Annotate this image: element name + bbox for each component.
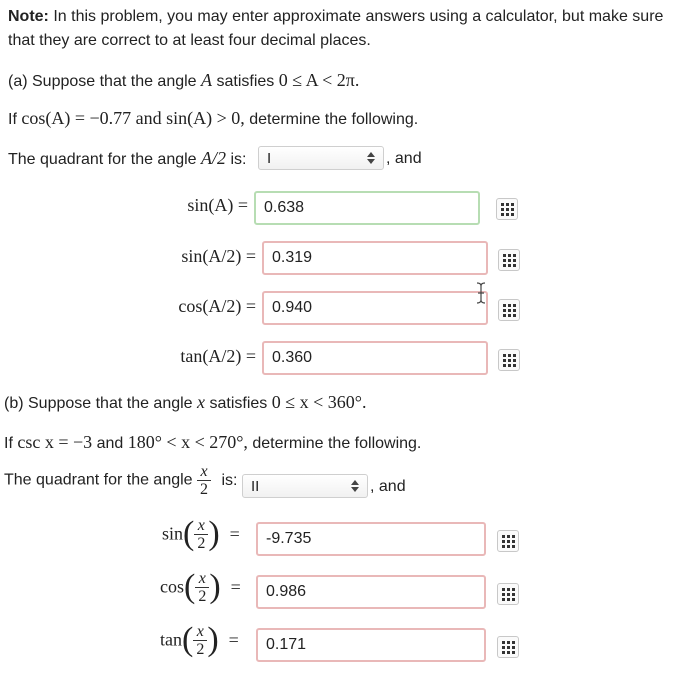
- grid-dot: [513, 304, 516, 307]
- fraction-numerator: x: [200, 463, 208, 480]
- updown-arrows-icon: [367, 150, 375, 166]
- right-paren: ): [207, 621, 219, 658]
- fraction-denominator: 2: [197, 534, 206, 552]
- part-a-quadrant-prefix: The quadrant for the angle: [8, 151, 202, 168]
- fn-name: sin: [162, 523, 184, 544]
- grid-dot: [502, 535, 505, 538]
- left-paren: (: [183, 515, 195, 552]
- grid-dot: [513, 264, 516, 267]
- part-a-intro: (a) Suppose that the angle A satisfies 0 ≤ A < 2π.: [8, 70, 360, 90]
- grid-dot: [512, 651, 515, 654]
- note-label: Note:: [8, 8, 49, 25]
- part-b-input-tan[interactable]: [256, 628, 486, 662]
- grid-dot: [503, 364, 506, 367]
- part-b-intro-math: 0 ≤ x < 360°.: [271, 392, 367, 412]
- fraction-denominator: 2: [200, 481, 209, 498]
- fraction-numerator: x: [197, 516, 205, 534]
- grid-menu-icon[interactable]: [497, 583, 519, 605]
- note-text: In this problem, you may enter approximate answers using a calculator, but make sure: [48, 8, 664, 25]
- grid-dot: [506, 213, 509, 216]
- grid-dot: [502, 593, 505, 596]
- grid-dot: [502, 641, 505, 644]
- equals-sign: =: [230, 576, 241, 597]
- equals-sign: =: [229, 523, 240, 544]
- right-paren: ): [208, 515, 220, 552]
- part-a-value-cos-a2: 0.940: [272, 299, 313, 316]
- part-a-label-sin-a: sin(A) =: [187, 195, 248, 215]
- grid-dot: [507, 593, 510, 596]
- grid-dot: [502, 646, 505, 649]
- grid-menu-icon[interactable]: [496, 198, 518, 220]
- part-b-label-tan: [160, 623, 239, 657]
- grid-dot: [503, 254, 506, 257]
- part-a-given-suffix: determine the following.: [244, 111, 419, 128]
- note-line-1: [8, 8, 663, 26]
- grid-dot: [512, 593, 515, 596]
- grid-dot: [502, 651, 505, 654]
- grid-dot: [508, 364, 511, 367]
- part-b-label-sin: [162, 517, 240, 551]
- part-a-quadrant-value: I: [267, 150, 272, 167]
- part-a-label-tan-a2: tan(A/2) =: [180, 346, 256, 366]
- equals-sign: =: [228, 629, 239, 650]
- grid-dot: [508, 314, 511, 317]
- grid-dot: [507, 545, 510, 548]
- grid-dot: [507, 651, 510, 654]
- part-b-and: , and: [370, 478, 406, 495]
- grid-dot: [512, 540, 515, 543]
- grid-dot: [512, 641, 515, 644]
- grid-dot: [503, 309, 506, 312]
- grid-dot: [513, 354, 516, 357]
- part-b-given-suffix: determine the following.: [247, 435, 422, 452]
- grid-dot: [508, 254, 511, 257]
- grid-dot: [512, 588, 515, 591]
- grid-dot: [511, 213, 514, 216]
- grid-dot: [508, 309, 511, 312]
- right-paren: ): [209, 568, 221, 605]
- grid-dot: [511, 208, 514, 211]
- fraction: [195, 571, 209, 604]
- part-a-quadrant-label: [8, 148, 246, 169]
- part-b-given-mid: and: [92, 435, 128, 452]
- grid-dot: [508, 359, 511, 362]
- grid-dot: [512, 535, 515, 538]
- part-b-intro-text: (b) Suppose that the angle: [4, 395, 198, 412]
- part-a-quadrant-suffix: is:: [226, 151, 247, 168]
- grid-dot: [503, 259, 506, 262]
- grid-dot: [502, 545, 505, 548]
- left-paren: (: [182, 621, 194, 658]
- grid-dot: [513, 309, 516, 312]
- fraction-numerator: x: [196, 622, 204, 640]
- part-a-given: [8, 108, 418, 129]
- fraction-denominator: 2: [198, 587, 207, 605]
- grid-dot: [501, 203, 504, 206]
- grid-dot: [513, 254, 516, 257]
- grid-menu-icon[interactable]: [497, 530, 519, 552]
- part-a-intro-math: 0 ≤ A < 2π.: [278, 70, 360, 90]
- part-a-input-sin-a[interactable]: [254, 191, 480, 225]
- grid-dot: [507, 646, 510, 649]
- grid-dot: [507, 588, 510, 591]
- part-a-input-sin-a2[interactable]: [262, 241, 488, 275]
- part-a-label-cos-a2: cos(A/2) =: [178, 296, 256, 316]
- fraction-numerator: x: [198, 569, 206, 587]
- grid-dot: [506, 208, 509, 211]
- grid-dot: [513, 364, 516, 367]
- part-b-intro: (b) Suppose that the angle x satisfies 0 ≤ x < 360°.: [4, 392, 367, 412]
- part-b-value-tan: 0.171: [266, 636, 307, 653]
- grid-dot: [503, 304, 506, 307]
- part-b-given: [4, 432, 421, 453]
- grid-dot: [508, 354, 511, 357]
- part-a-intro-var: A: [201, 70, 213, 90]
- grid-dot: [507, 598, 510, 601]
- part-b-given-math: csc x = −3: [17, 432, 93, 452]
- updown-arrows-icon: [351, 478, 359, 494]
- part-a-input-cos-a2[interactable]: [262, 291, 488, 325]
- part-b-intro-var: x: [197, 392, 206, 412]
- grid-dot: [503, 314, 506, 317]
- part-b-input-cos[interactable]: [256, 575, 486, 609]
- fn-name: tan: [160, 629, 182, 650]
- part-b-value-sin: -9.735: [266, 530, 312, 547]
- grid-dot: [507, 535, 510, 538]
- part-b-quadrant-fraction: [197, 464, 211, 497]
- fn-name: cos: [160, 576, 184, 597]
- grid-dot: [512, 646, 515, 649]
- part-a-given-math: cos(A) = −0.77 and sin(A) > 0,: [21, 108, 245, 128]
- grid-dot: [513, 314, 516, 317]
- grid-dot: [506, 203, 509, 206]
- grid-dot: [511, 203, 514, 206]
- grid-dot: [507, 540, 510, 543]
- grid-menu-icon[interactable]: [497, 636, 519, 658]
- part-a-input-tan-a2[interactable]: [262, 341, 488, 375]
- part-a-quadrant-select[interactable]: [258, 146, 384, 170]
- grid-dot: [512, 598, 515, 601]
- part-a-value-tan-a2: 0.360: [272, 349, 313, 366]
- grid-dot: [502, 540, 505, 543]
- part-b-given-prefix: If: [4, 435, 18, 452]
- part-b-quadrant-select[interactable]: [242, 474, 368, 498]
- part-b-quadrant-label: [4, 464, 237, 497]
- part-a-given-prefix: If: [8, 111, 22, 128]
- part-a-intro-text: (a) Suppose that the angle: [8, 73, 202, 90]
- grid-menu-icon[interactable]: [498, 349, 520, 371]
- grid-dot: [503, 264, 506, 267]
- fraction: [193, 624, 207, 657]
- grid-dot: [513, 359, 516, 362]
- part-b-quadrant-value: II: [251, 478, 260, 495]
- part-a-value-sin-a2: 0.319: [272, 249, 313, 266]
- note-line-2: that they are correct to at least four decimal places.: [8, 32, 371, 49]
- part-a-label-sin-a2: sin(A/2) =: [181, 246, 256, 266]
- grid-menu-icon[interactable]: [498, 249, 520, 271]
- part-a-and: , and: [386, 150, 422, 167]
- grid-dot: [501, 213, 504, 216]
- part-b-value-cos: 0.986: [266, 583, 307, 600]
- part-b-given-math2: 180° < x < 270°,: [127, 432, 248, 452]
- part-b-quadrant-suffix: is:: [217, 471, 238, 489]
- part-b-label-cos: [160, 570, 241, 604]
- grid-dot: [502, 598, 505, 601]
- fraction-denominator: 2: [196, 640, 205, 658]
- grid-dot: [508, 264, 511, 267]
- grid-dot: [502, 588, 505, 591]
- grid-dot: [508, 259, 511, 262]
- grid-dot: [501, 208, 504, 211]
- grid-dot: [512, 545, 515, 548]
- fraction: [194, 518, 208, 551]
- part-a-value-sin-a: 0.638: [264, 199, 305, 216]
- part-b-quadrant-prefix: The quadrant for the angle: [4, 471, 198, 489]
- grid-dot: [513, 259, 516, 262]
- text-cursor-icon: [474, 282, 488, 304]
- part-a-quadrant-var: A/2: [201, 148, 227, 168]
- grid-menu-icon[interactable]: [498, 299, 520, 321]
- part-b-input-sin[interactable]: [256, 522, 486, 556]
- left-paren: (: [184, 568, 196, 605]
- grid-dot: [503, 354, 506, 357]
- grid-dot: [503, 359, 506, 362]
- grid-dot: [508, 304, 511, 307]
- grid-dot: [507, 641, 510, 644]
